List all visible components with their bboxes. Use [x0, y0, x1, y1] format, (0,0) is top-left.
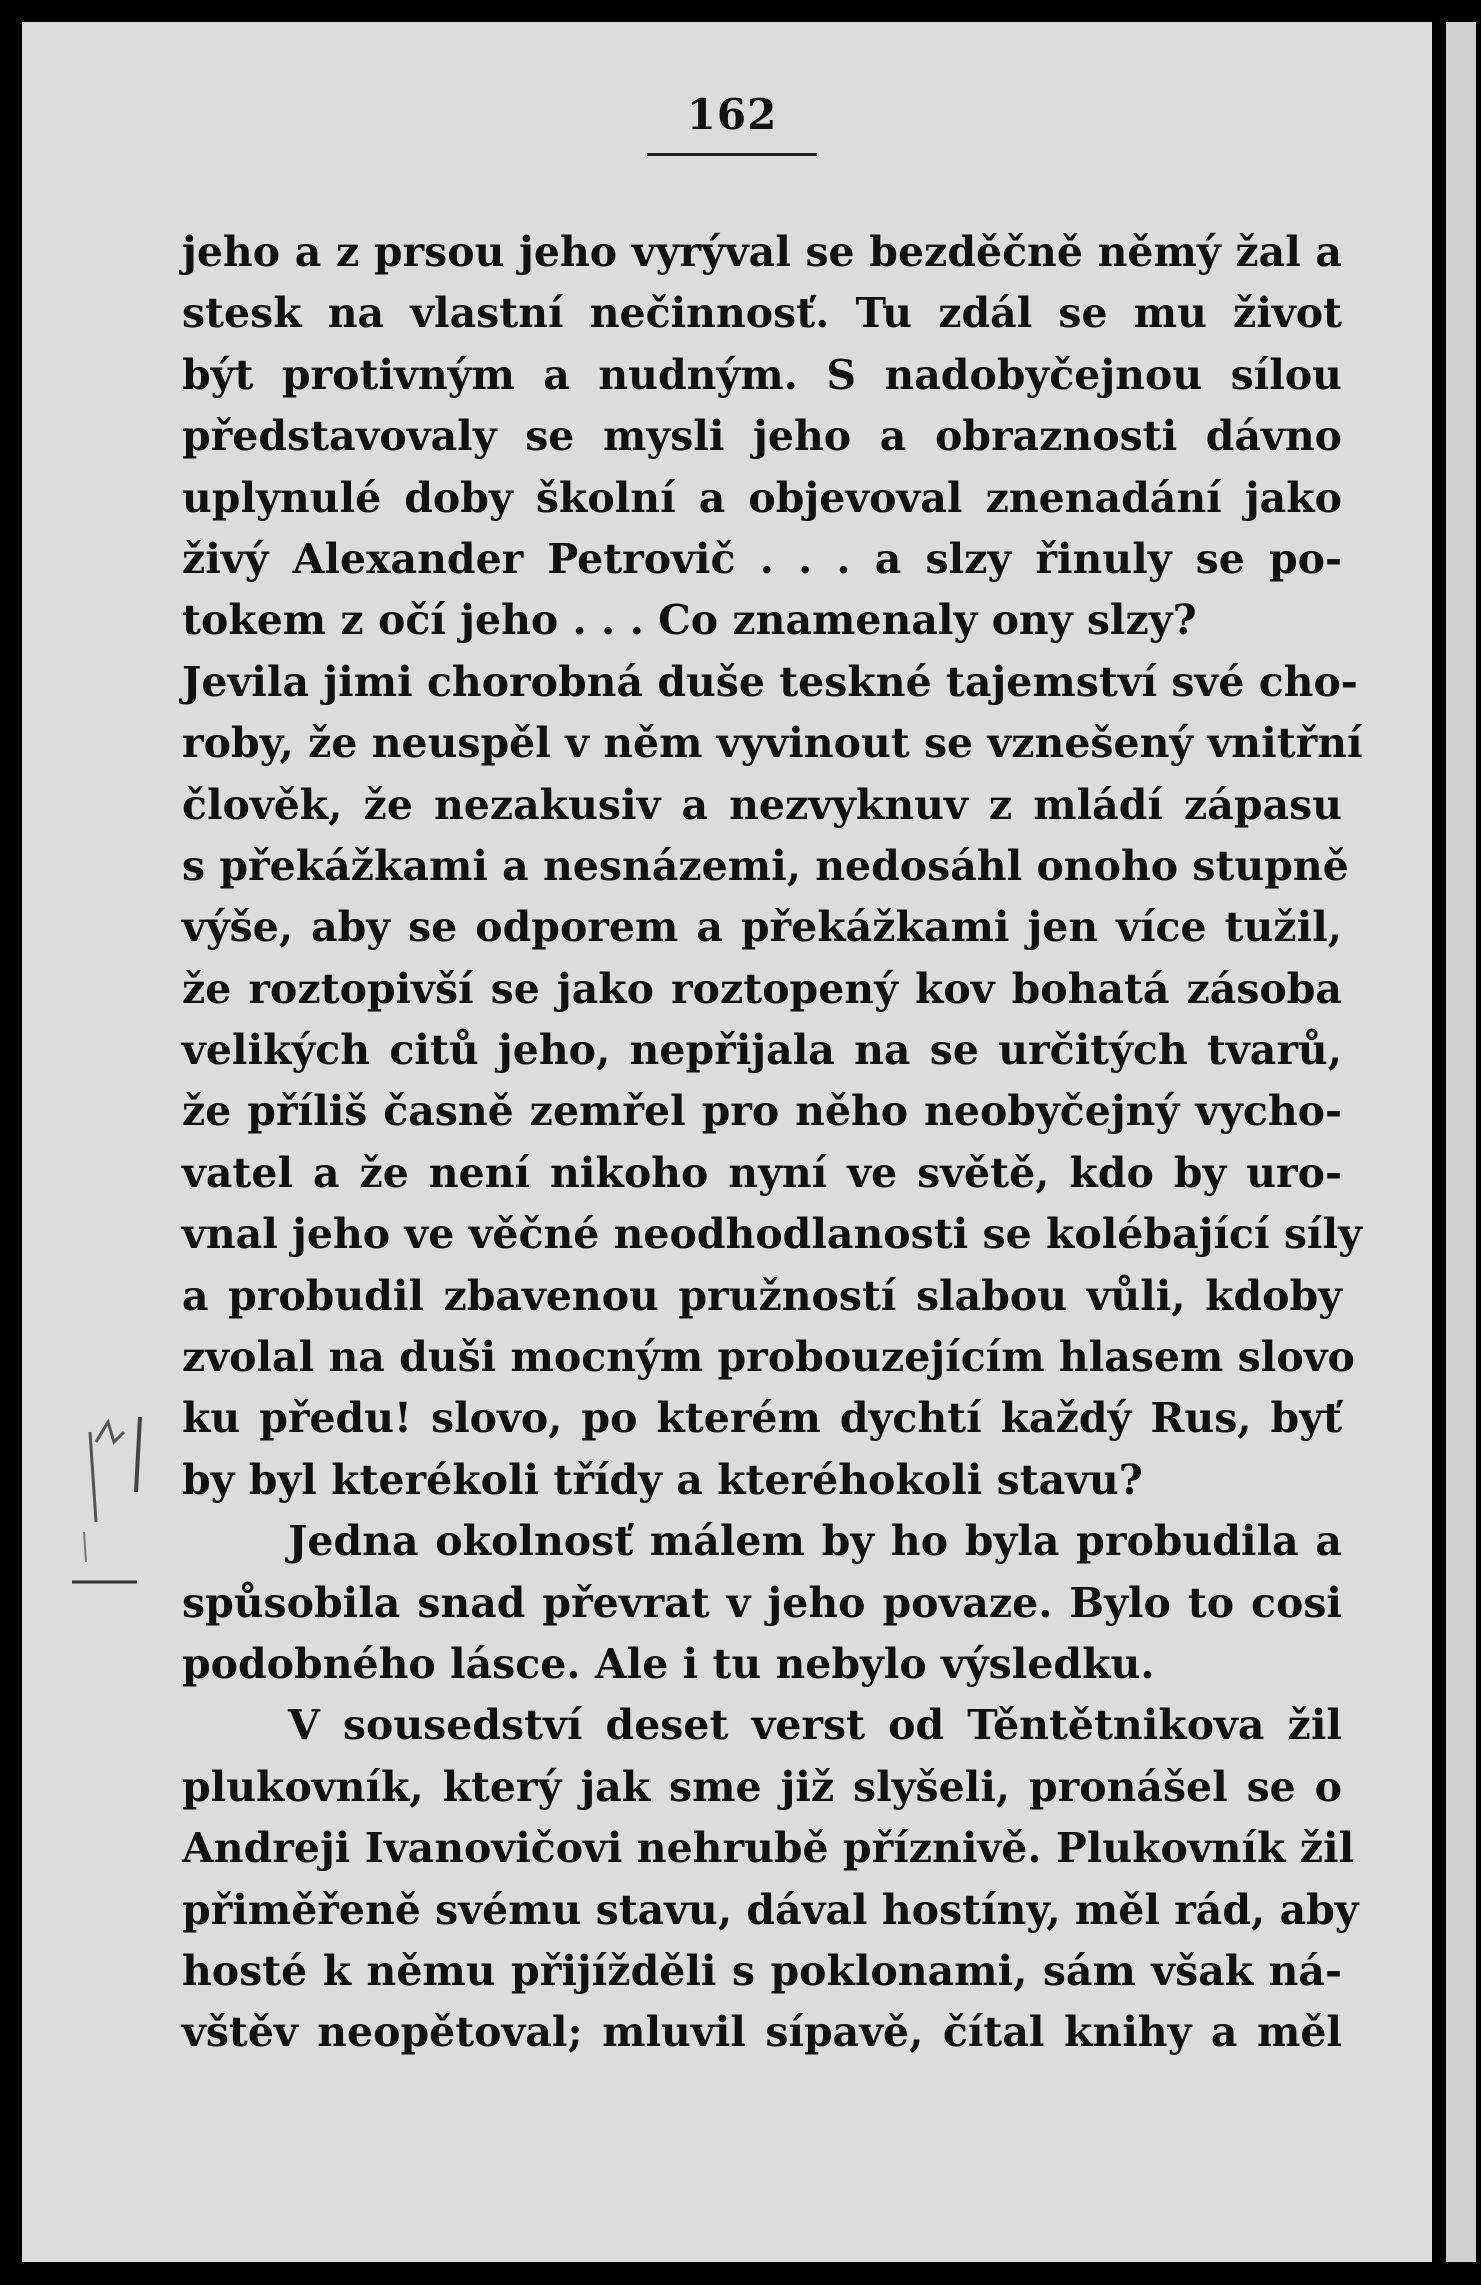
- text-line-6: živý Alexander Petrovič . . . a slzy řinuly se po-: [182, 534, 1342, 583]
- text-line-19: zvolal na duši mocným probouzejícím hlasem slovo: [182, 1333, 1355, 1382]
- text-line-27: Andreji Ivanovičovi nehrubě příznivě. Plukovník žil: [182, 1824, 1355, 1873]
- body-text: [182, 222, 1363, 2064]
- text-line-2: stesk na vlastní nečinnosť. Tu zdál se mu život: [182, 289, 1342, 338]
- text-line-3: být protivným a nudným. S nadobyčejnou sílou: [182, 350, 1342, 399]
- adjacent-page-edge: [1446, 22, 1476, 2262]
- text-line-9: roby, že neuspěl v něm vyvinout se vznešený vnitřní: [182, 719, 1363, 768]
- text-line-24: podobného lásce. Ale i tu nebylo výsledku.: [182, 1639, 1155, 1688]
- text-line-10: člověk, že nezakusiv a nezvyknuv z mládí zápasu: [182, 780, 1342, 829]
- page-number: 162: [686, 90, 778, 139]
- text-line-20: ku předu! slovo, po kterém dychtí každý Rus, byť: [182, 1394, 1342, 1443]
- text-line-18: a probudil zbavenou pružností slabou vůli, kdoby: [182, 1271, 1342, 1320]
- text-line-7: tokem z očí jeho . . . Co znamenaly ony slzy?: [182, 596, 1197, 645]
- text-line-12: výše, aby se odporem a překážkami jen více tužil,: [182, 903, 1342, 952]
- text-line-4: představovaly se mysli jeho a obraznosti dávno: [182, 412, 1342, 461]
- text-line-28: přiměřeně svému stavu, dával hostíny, měl rád, aby: [182, 1885, 1359, 1934]
- text-line-23: spůsobila snad převrat v jeho povaze. Bylo to cosi: [182, 1578, 1342, 1627]
- pencil-marginalia-icon: [62, 1402, 182, 1602]
- text-line-8: Jevila jimi chorobná duše teskné tajemství své cho-: [182, 657, 1358, 706]
- text-line-14: velikých citů jeho, nepřijala na se určitých tvarů,: [182, 1026, 1342, 1075]
- text-line-16: vatel a že není nikoho nyní ve světě, kdo by uro-: [182, 1148, 1342, 1197]
- text-line-17: vnal jeho ve věčné neodhodlanosti se kolébající síly: [182, 1210, 1362, 1259]
- page-number-rule: [647, 153, 817, 156]
- text-line-1: jeho a z prsou jeho vyrýval se bezděčně němý žal a: [182, 228, 1342, 276]
- text-line-30: vštěv neopětoval; mluvil sípavě, čítal knihy a měl: [182, 2008, 1342, 2057]
- text-line-26: plukovník, který jak sme již slyšeli, pronášel se o: [182, 1762, 1342, 1811]
- text-line-15: že příliš časně zemřel pro něho neobyčejný vycho-: [182, 1087, 1342, 1136]
- text-line-13: že roztopivší se jako roztopený kov bohatá zásoba: [182, 964, 1342, 1013]
- text-line-11: s překážkami a nesnázemi, nedosáhl onoho stupně: [182, 841, 1349, 890]
- text-line-29: hosté k němu přijížděli s poklonami, sám však ná-: [182, 1946, 1342, 1995]
- text-line-25: V sousedství deset verst od Těntětnikova žil: [288, 1701, 1342, 1750]
- text-line-21: by byl kterékoli třídy a kteréhokoli stavu?: [182, 1455, 1143, 1504]
- book-page: [22, 22, 1432, 2262]
- text-line-22: Jedna okolnosť málem by ho byla probudila a: [288, 1517, 1342, 1566]
- text-line-5: uplynulé doby školní a objevoval znenadání jako: [182, 473, 1342, 522]
